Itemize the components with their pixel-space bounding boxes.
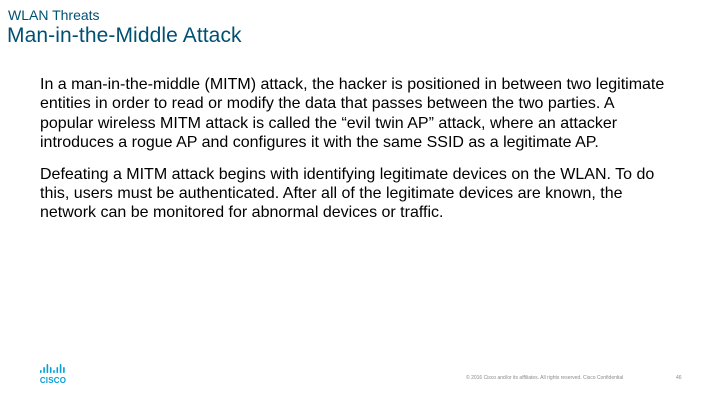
section-label: WLAN Threats — [8, 7, 100, 23]
cisco-logo — [39, 363, 67, 387]
footer-copyright: © 2016 Cisco and/or its affiliates. All rights reserved. Cisco Confidential — [466, 375, 624, 381]
slide-title: Man-in-the-Middle Attack — [7, 24, 242, 47]
cisco-logo-text: CISCO — [39, 376, 67, 385]
body-text — [40, 75, 665, 235]
cisco-bridge-icon — [39, 363, 67, 375]
page-number: 46 — [676, 375, 682, 381]
paragraph-1: In a man-in-the-middle (MITM) attack, the hacker is positioned in between two legitimate entities in order to read or modify the data that passes between the two parties. A popular wireless MITM attack is called the “evil twin AP” attack, where an attacker introduces a rogue AP and configures it with the same SSID as a legitimate AP. — [40, 76, 665, 152]
paragraph-2: Defeating a MITM attack begins with identifying legitimate devices on the WLAN. To do this, users must be authenticated. After all of the legitimate devices are known, the network can be monitored for abnormal devices or traffic. — [40, 165, 655, 222]
